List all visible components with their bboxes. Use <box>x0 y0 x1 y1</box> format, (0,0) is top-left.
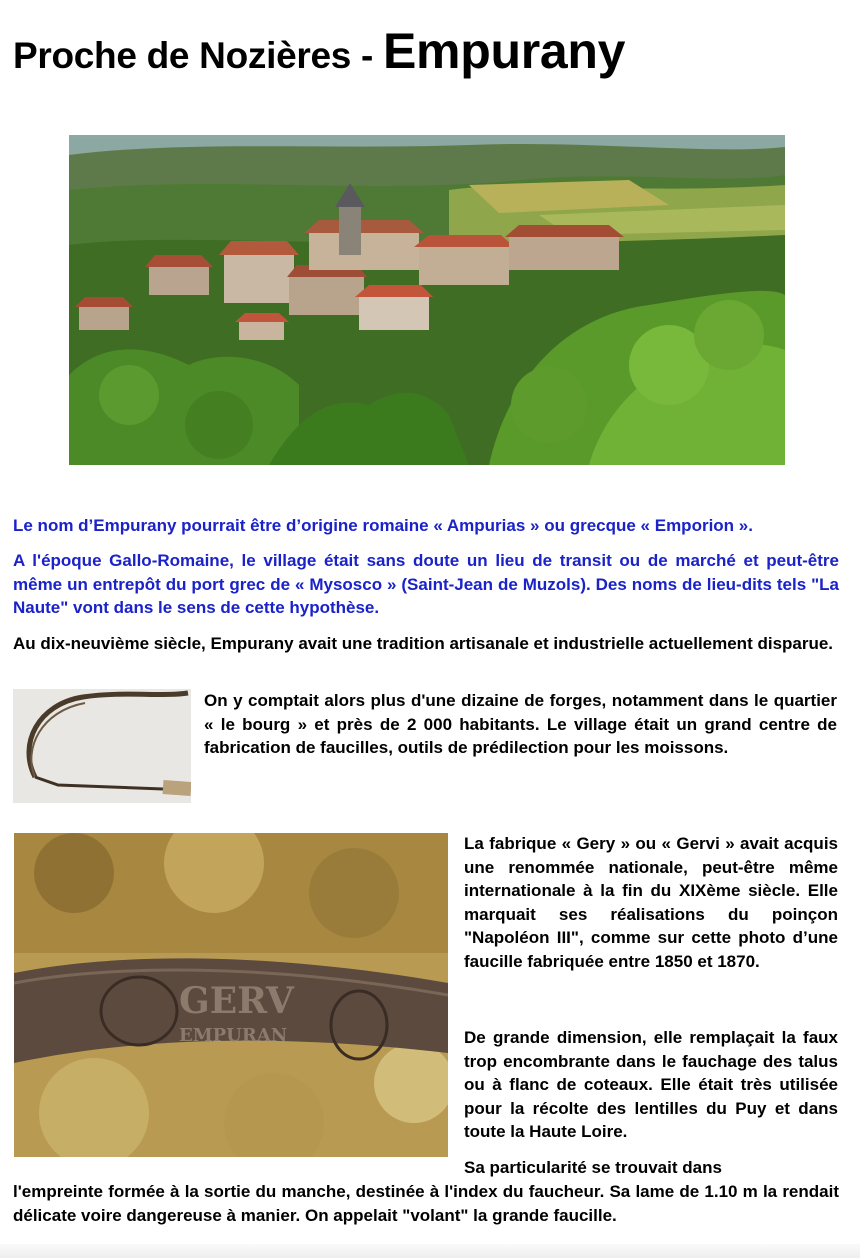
stamp-mark-gerv: GERV <box>179 980 294 1022</box>
paragraph-forges: On y comptait alors plus d'une dizaine de forges, notamment dans le quartier « le bourg » et près de 2 000 habitants. Le village était un grand centre de fabrication de faucilles, outils de prédilection pour les moissons. <box>204 691 837 757</box>
page-title-village: Empurany <box>383 23 626 79</box>
paragraph-gallo-roman: A l'époque Gallo-Romaine, le village était sans doute un lieu de transit ou de marché et peut-être même un entrepôt du port grec de « Mysosco » (Saint-Jean de Muzols). Des noms de lieu-dits tels "La Naute" vont dans le sens de cette hypothèse. <box>13 551 839 617</box>
paragraph-nineteenth-century: Au dix-neuvième siècle, Empurany avait une tradition artisanale et industrielle actuellement disparue. <box>13 634 834 653</box>
page-bottom-edge <box>0 1244 860 1258</box>
village-landscape-photo <box>69 135 785 465</box>
paragraph-particularity-end: l'empreinte formée à la sortie du manche, destinée à l'index du faucheur. Sa lame de 1.10 m la rendait délicate voire dangereuse à manier. On appelait "volant" la grande faucille. <box>13 1182 839 1225</box>
paragraph-name-origin: Le nom d’Empurany pourrait être d’origine romaine « Ampurias » ou grecque « Emporion ». <box>13 516 753 535</box>
paragraph-particularity-start: Sa particularité se trouvait dans <box>464 1158 722 1177</box>
gervi-stamp-photo <box>14 833 448 1157</box>
stamp-mark-empurany: EMPURAN <box>179 1025 288 1046</box>
page-title-prefix: Proche de Nozières - <box>13 35 383 76</box>
paragraph-large-dimension: De grande dimension, elle remplaçait la faux trop encombrante dans le fauchage des talus ou à flanc de coteaux. Elle était très utilisée pour la récolte des lentilles du Puy et dans toute la Haute Loire. <box>464 1028 838 1141</box>
paragraph-gery-factory: La fabrique « Gery » ou « Gervi » avait acquis une renommée nationale, peut-être même internationale à la fin du XIXème siècle. Elle marquait ses réalisations du poinçon "Napoléon III", comme sur cette photo d’une faucille fabriquée entre 1850 et 1870. <box>464 834 838 971</box>
page-title <box>13 22 625 80</box>
sickle-photo <box>13 689 191 803</box>
